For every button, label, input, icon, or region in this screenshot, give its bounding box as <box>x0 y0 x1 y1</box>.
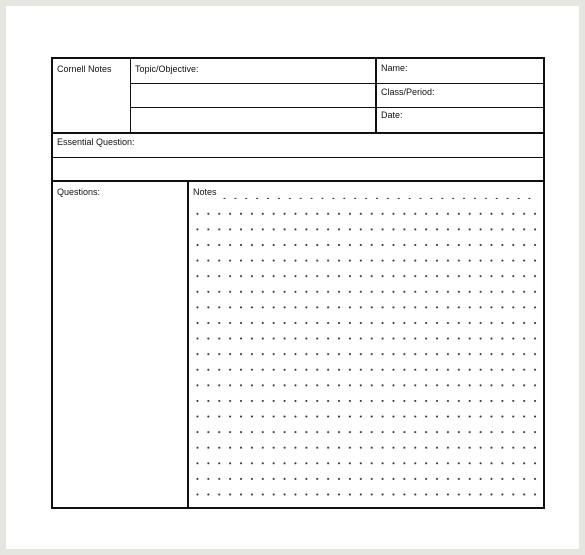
paper-background <box>6 6 579 549</box>
essential-answer-line <box>53 157 543 158</box>
notes-dot-row-first <box>219 191 535 199</box>
topic-objective-label: Topic/Objective: <box>135 64 199 74</box>
questions-notes-divider <box>187 182 189 507</box>
class-period-label: Class/Period: <box>381 87 435 97</box>
essential-bottom-border <box>53 180 543 182</box>
cornell-notes-title: Cornell Notes <box>57 64 112 74</box>
cornell-notes-sheet <box>51 57 545 509</box>
title-divider <box>130 59 131 132</box>
name-divider <box>375 59 377 132</box>
date-label: Date: <box>381 110 403 120</box>
name-label: Name: <box>381 63 408 73</box>
header-row-line-2 <box>130 107 545 108</box>
essential-question-label: Essential Question: <box>57 137 135 147</box>
notes-dot-grid <box>192 206 536 504</box>
header-row-line-1 <box>130 83 545 84</box>
essential-top-border <box>53 132 543 134</box>
notes-label: Notes <box>193 187 217 197</box>
questions-label: Questions: <box>57 187 101 197</box>
